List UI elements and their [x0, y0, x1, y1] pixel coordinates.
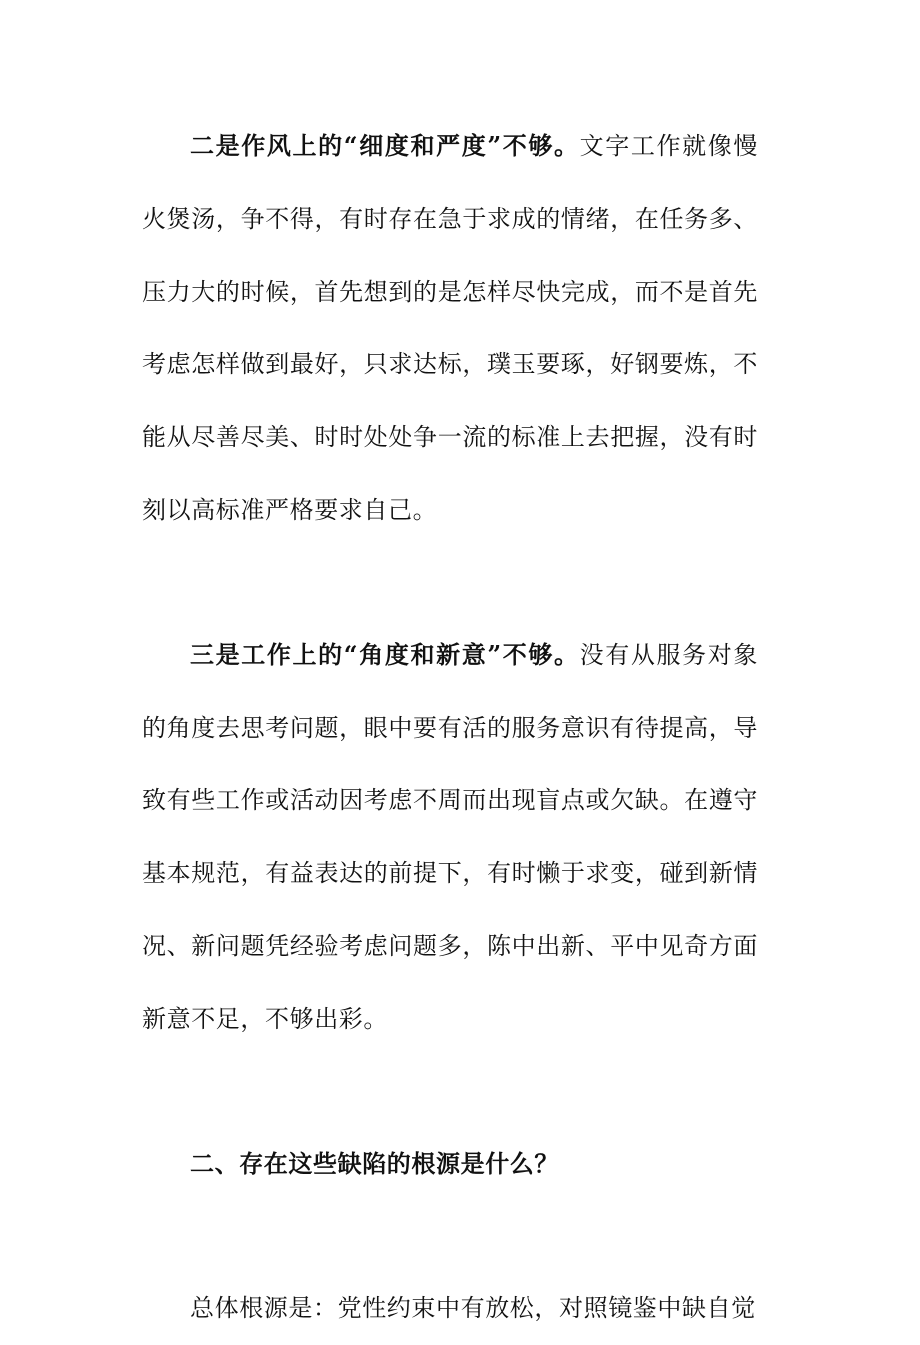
paragraph-style-deficiency — [142, 110, 758, 547]
paragraph-overall-root-cause — [142, 1272, 758, 1345]
paragraph-lead-bold: 二是作风上的“细度和严度”不够。 — [190, 131, 580, 160]
paragraph-lead-bold: 三是工作上的“角度和新意”不够。 — [190, 639, 580, 669]
document-page — [142, 110, 758, 1345]
paragraph-body: 文字工作就像慢火煲汤，争不得，有时存在急于求成的情绪，在任务多、压力大的时候，首先想到的是怎样尽快完成，而不是首先考虑怎样做到最好，只求达标，璞玉要琢，好钢要炼，不能从尽善尽美、时时处处争一流的标准上去把握，没有时刻以高标准严格要求自己。 — [142, 132, 758, 524]
section-heading-root-causes: 二、存在这些缺陷的根源是什么？ — [190, 1148, 559, 1178]
paragraph-body: 总体根源是：党性约束中有放松，对照镜鉴中缺自觉 — [190, 1294, 756, 1323]
paragraph-work-angle-deficiency — [142, 619, 758, 1056]
paragraph-body: 没有从服务对象的角度去思考问题，眼中要有活的服务意识有待提高，导致有些工作或活动因考虑不周而出现盲点或欠缺。在遵守基本规范，有益表达的前提下，有时懒于求变，碰到新情况、新问题凭经验考虑问题多，陈中出新、平中见奇方面新意不足，不够出彩。 — [142, 640, 758, 1033]
